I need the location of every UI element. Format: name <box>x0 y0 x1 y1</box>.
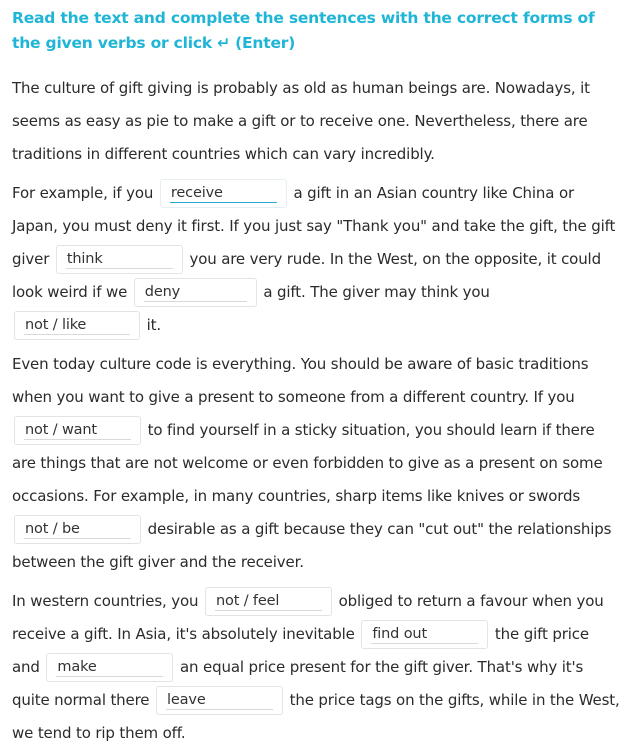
text-segment: the price tags on the gifts, while in the West, we tend to rip them off. <box>12 691 620 742</box>
gap-input-leave[interactable] <box>156 686 283 715</box>
paragraph-3 <box>12 348 621 579</box>
gap-hint: leave <box>167 692 206 708</box>
text-segment: Even today culture code is everything. You should be aware of basic traditions when you want to give a present to someone from a different country. If you <box>12 355 589 406</box>
gap-input-deny[interactable] <box>134 278 257 307</box>
text-segment: you are very rude. In the West, on the opposite, it could look weird if we <box>12 250 601 301</box>
gap-input-find-out[interactable] <box>361 620 488 649</box>
text-segment: to find yourself in a sticky situation, you should learn if there are things that are not welcome or even forbidden to give as a present on some occasions. For example, in many countries, sharp items like knives or swords <box>12 421 603 505</box>
text-segment: desirable as a gift because they can "cut out" the relationships between the gift giver and the receiver. <box>12 520 612 571</box>
text-segment: a gift. The giver may think you <box>258 283 490 301</box>
gap-input-receive[interactable] <box>160 179 287 208</box>
gap-input-not-want[interactable] <box>14 416 141 445</box>
paragraph-2 <box>12 177 621 342</box>
gap-hint: not / want <box>25 422 97 438</box>
text-segment: For example, if you <box>12 184 158 202</box>
exercise-instructions: Read the text and complete the sentences with the correct forms of the given verbs or click ↵ (Enter) <box>12 9 595 52</box>
gap-hint: not / like <box>25 317 87 333</box>
gap-hint: find out <box>372 626 427 642</box>
text-segment: In western countries, you <box>12 592 203 610</box>
text-segment: it. <box>142 316 161 334</box>
gap-input-not-like[interactable] <box>14 311 140 340</box>
gap-hint: not / be <box>25 521 80 537</box>
paragraph-4 <box>12 585 621 750</box>
gap-hint: deny <box>144 284 181 300</box>
paragraph-1: The culture of gift giving is probably as old as human beings are. Nowadays, it seems as easy as pie to make a gift or to receive one. Nevertheless, there are traditions in different countries which can vary incredibly. <box>12 79 590 163</box>
gap-hint: receive <box>170 185 223 201</box>
gap-input-not-be[interactable] <box>14 515 141 544</box>
gap-input-think[interactable] <box>56 245 183 274</box>
gap-hint: make <box>57 659 97 675</box>
gap-input-not-feel[interactable] <box>205 587 332 616</box>
gap-hint: not / feel <box>215 593 280 609</box>
gap-input-make[interactable] <box>46 653 173 682</box>
text-segment: obliged to return a favour when you receive a gift. In Asia, it's absolutely inevitable <box>12 592 604 643</box>
gap-hint: think <box>66 251 103 267</box>
text-segment: a gift in an Asian country like China or Japan, you must deny it first. If you just say "Thank you" and take the gift, the gift giver <box>12 184 616 268</box>
text-segment: the gift price and <box>12 625 589 676</box>
text-segment: an equal price present for the gift giver. That's why it's quite normal there <box>12 658 584 709</box>
